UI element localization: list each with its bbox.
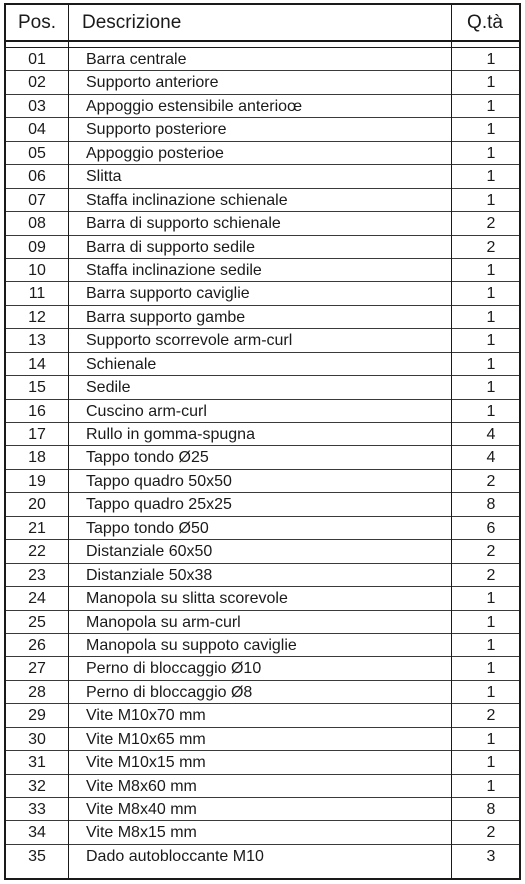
table-row xyxy=(6,236,519,259)
row-pos: 30 xyxy=(28,730,46,748)
table-row xyxy=(6,48,519,71)
row-quantity: 1 xyxy=(486,97,496,115)
row-pos: 20 xyxy=(28,496,46,514)
table-header xyxy=(6,5,519,42)
row-pos: 03 xyxy=(28,97,46,115)
row-description: Dado autobloccante M10 xyxy=(86,847,264,865)
row-quantity: 2 xyxy=(486,215,496,233)
row-description: Cuscino arm-curl xyxy=(86,402,207,420)
row-pos: 32 xyxy=(28,777,46,795)
row-pos: 08 xyxy=(28,215,46,233)
row-quantity: 2 xyxy=(486,472,496,490)
row-quantity: 2 xyxy=(486,543,496,561)
column-divider-pos xyxy=(68,5,69,878)
table-row xyxy=(6,798,519,821)
row-pos: 28 xyxy=(28,683,46,701)
table-row xyxy=(6,95,519,118)
table-row xyxy=(6,282,519,305)
row-quantity: 1 xyxy=(486,144,496,162)
row-description: Rullo in gomma-spugna xyxy=(86,426,255,443)
table-row xyxy=(6,189,519,212)
row-quantity: 1 xyxy=(486,683,496,701)
table-row xyxy=(6,353,519,376)
row-quantity: 1 xyxy=(486,379,496,397)
row-quantity: 1 xyxy=(486,777,496,795)
row-description: Schienale xyxy=(86,355,157,373)
row-pos: 13 xyxy=(28,332,46,350)
row-description: Distanziale 60x50 xyxy=(86,543,213,561)
row-quantity: 2 xyxy=(486,566,496,584)
row-description: Supporto scorrevole arm-curl xyxy=(86,332,293,350)
row-quantity: 1 xyxy=(486,754,496,772)
row-quantity: 1 xyxy=(486,730,496,748)
row-pos: 27 xyxy=(28,660,46,678)
row-description: Tappo tondo Ø50 xyxy=(86,519,209,537)
row-pos: 25 xyxy=(28,613,46,631)
row-description: Supporto anteriore xyxy=(86,74,219,92)
row-pos: 14 xyxy=(28,355,46,373)
row-description: Vite M8x60 mm xyxy=(86,777,197,795)
row-description: Distanziale 50x38 xyxy=(86,566,213,584)
row-quantity: 1 xyxy=(486,121,496,139)
row-quantity: 2 xyxy=(486,824,496,842)
row-pos: 35 xyxy=(28,847,46,865)
row-description: Barra supporto gambe xyxy=(86,308,246,326)
row-pos: 05 xyxy=(28,144,46,162)
row-description: Staffa inclinazione sedile xyxy=(86,261,262,279)
row-description: Staffa inclinazione schienale xyxy=(86,191,288,209)
row-quantity: 1 xyxy=(486,285,496,303)
table-body xyxy=(6,48,519,868)
row-quantity: 3 xyxy=(486,847,496,865)
row-pos: 02 xyxy=(28,74,46,92)
table-row xyxy=(6,657,519,680)
row-description: Supporto posteriore xyxy=(86,121,227,139)
header-divider xyxy=(6,40,519,48)
row-pos: 12 xyxy=(28,308,46,326)
table-row xyxy=(6,306,519,329)
row-description: Perno di bloccaggio Ø10 xyxy=(86,660,262,678)
row-description: Perno di bloccaggio Ø8 xyxy=(86,683,253,701)
row-quantity: 1 xyxy=(486,660,496,678)
row-description: Manopola su suppoto caviglie xyxy=(86,636,297,654)
row-description: Appoggio estensibile anterioœ xyxy=(86,97,303,115)
table-row xyxy=(6,751,519,774)
row-quantity: 1 xyxy=(486,636,496,654)
parts-table xyxy=(4,3,521,880)
row-quantity: 8 xyxy=(486,496,496,514)
table-row xyxy=(6,329,519,352)
row-quantity: 8 xyxy=(486,801,496,818)
header-pos: Pos. xyxy=(17,12,57,33)
row-pos: 23 xyxy=(28,566,46,584)
row-pos: 33 xyxy=(28,801,46,818)
row-pos: 21 xyxy=(28,519,46,537)
row-description: Barra di supporto sedile xyxy=(86,238,255,256)
row-quantity: 1 xyxy=(486,168,496,186)
row-pos: 04 xyxy=(28,121,46,139)
table-row xyxy=(6,728,519,751)
table-row xyxy=(6,587,519,610)
table-row xyxy=(6,71,519,94)
row-description: Sedile xyxy=(86,379,131,397)
header-description: Descrizione xyxy=(82,12,182,33)
row-description: Manopola su arm-curl xyxy=(86,613,241,631)
table-row xyxy=(6,821,519,844)
row-pos: 07 xyxy=(28,191,46,209)
row-pos: 15 xyxy=(28,379,46,397)
table-row xyxy=(6,118,519,141)
row-pos: 24 xyxy=(28,590,46,608)
table-row xyxy=(6,142,519,165)
table-row xyxy=(6,423,519,446)
row-description: Tappo quadro 50x50 xyxy=(86,472,232,490)
row-description: Slitta xyxy=(86,168,122,186)
row-description: Vite M10x65 mm xyxy=(86,730,206,748)
table-row xyxy=(6,611,519,634)
row-pos: 18 xyxy=(28,449,46,467)
row-quantity: 1 xyxy=(486,355,496,373)
table-row xyxy=(6,212,519,235)
row-pos: 31 xyxy=(28,754,46,772)
table-row xyxy=(6,259,519,282)
table-row xyxy=(6,540,519,563)
row-description: Barra centrale xyxy=(86,51,187,68)
row-pos: 34 xyxy=(28,824,46,842)
row-pos: 06 xyxy=(28,168,46,186)
row-quantity: 1 xyxy=(486,191,496,209)
row-quantity: 1 xyxy=(486,332,496,350)
row-pos: 10 xyxy=(28,261,46,279)
table-row xyxy=(6,517,519,540)
table-row xyxy=(6,564,519,587)
row-quantity: 1 xyxy=(486,308,496,326)
row-quantity: 1 xyxy=(486,261,496,279)
table-row xyxy=(6,376,519,399)
table-row xyxy=(6,775,519,798)
table-row xyxy=(6,165,519,188)
row-pos: 11 xyxy=(28,285,46,303)
row-quantity: 4 xyxy=(486,426,496,443)
row-quantity: 2 xyxy=(486,707,496,725)
table-row xyxy=(6,493,519,516)
row-description: Barra supporto caviglie xyxy=(86,285,250,303)
table-row xyxy=(6,634,519,657)
row-quantity: 4 xyxy=(486,449,496,467)
table-row xyxy=(6,704,519,727)
row-quantity: 1 xyxy=(486,590,496,608)
row-pos: 09 xyxy=(28,238,46,256)
row-pos: 01 xyxy=(28,51,46,68)
row-pos: 29 xyxy=(28,707,46,725)
row-pos: 19 xyxy=(28,472,46,490)
row-description: Manopola su slitta scorevole xyxy=(86,590,288,608)
row-pos: 26 xyxy=(28,636,46,654)
row-quantity: 2 xyxy=(486,238,496,256)
row-description: Tappo tondo Ø25 xyxy=(86,449,209,467)
row-quantity: 6 xyxy=(486,519,496,537)
header-quantity: Q.tà xyxy=(467,12,503,33)
row-quantity: 1 xyxy=(486,51,496,68)
row-pos: 16 xyxy=(28,402,46,420)
column-divider-qty xyxy=(451,5,452,878)
row-description: Barra di supporto schienale xyxy=(86,215,281,233)
row-description: Tappo quadro 25x25 xyxy=(86,496,232,514)
row-description: Vite M8x15 mm xyxy=(86,824,197,842)
row-pos: 17 xyxy=(28,426,46,443)
row-description: Vite M10x70 mm xyxy=(86,707,206,725)
table-row xyxy=(6,400,519,423)
table-row xyxy=(6,845,519,868)
row-quantity: 1 xyxy=(486,74,496,92)
row-pos: 22 xyxy=(28,543,46,561)
row-quantity: 1 xyxy=(486,613,496,631)
table-row xyxy=(6,681,519,704)
row-description: Appoggio posterioe xyxy=(86,144,224,162)
row-description: Vite M10x15 mm xyxy=(86,754,206,772)
table-row xyxy=(6,470,519,493)
row-description: Vite M8x40 mm xyxy=(86,801,197,818)
row-quantity: 1 xyxy=(486,402,496,420)
table-row xyxy=(6,446,519,469)
